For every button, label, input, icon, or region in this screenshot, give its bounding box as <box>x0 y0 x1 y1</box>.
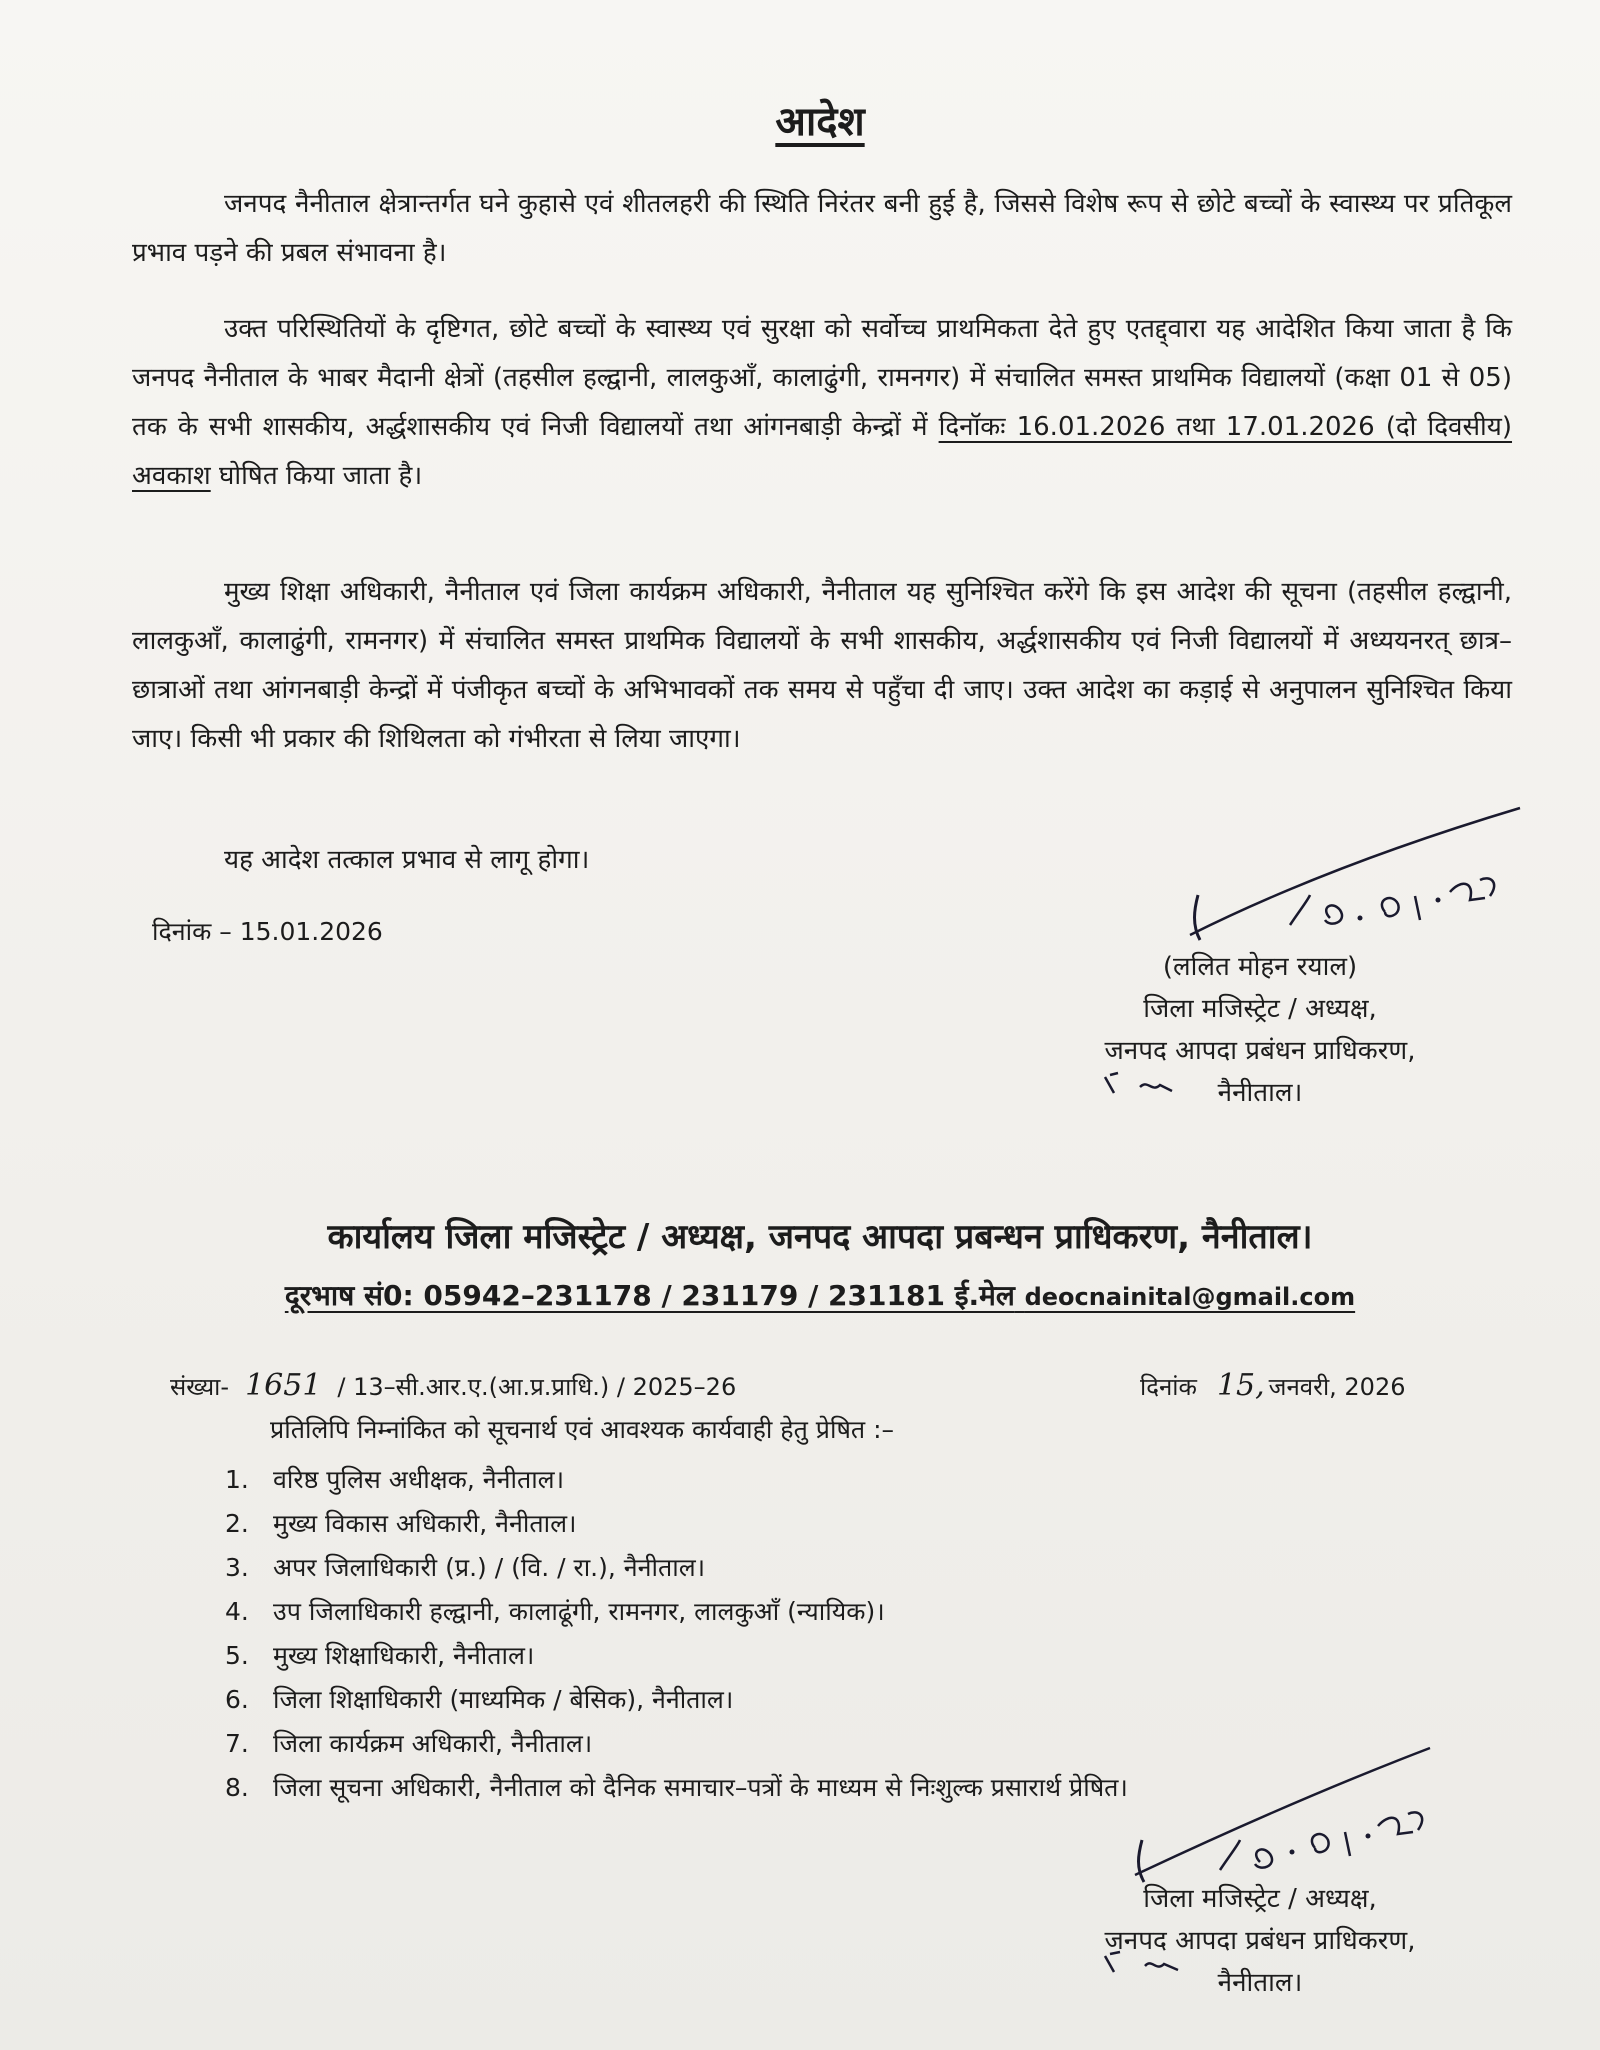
signatory-location: नैनीताल। <box>1217 1968 1303 1998</box>
reference-date-label: दिनांक <box>1140 1373 1197 1401</box>
signature-scribble-1 <box>1180 800 1530 960</box>
list-item: 7. जिला कार्यक्रम अधिकारी, नैनीताल। <box>225 1729 593 1758</box>
reference-prefix: संख्या- <box>170 1373 230 1401</box>
signatory-location: नैनीताल। <box>1217 1078 1303 1108</box>
reference-handwritten-number: 1651 <box>245 1368 322 1403</box>
office-contact <box>0 1276 1600 1314</box>
signatory-authority: जनपद आपदा प्रबंधन प्राधिकरण, <box>1104 1926 1416 1956</box>
list-item: 5. मुख्य शिक्षाधिकारी, नैनीताल। <box>225 1641 535 1670</box>
reference-date <box>1140 1368 1406 1403</box>
initials-scribble-2 <box>1100 1946 1190 1982</box>
list-item: 8. जिला सूचना अधिकारी, नैनीताल को दैनिक समाचार–पत्रों के माध्यम से निःशुल्क प्रसारार्थ प्रेषित। <box>225 1773 1128 1802</box>
holiday-dates: दिनॉकः 16.01.2026 तथा 17.01.2026 (दो दिवसीय) अवकाश <box>132 412 1513 491</box>
office-email: deocnainital@gmail.com <box>1024 1283 1356 1311</box>
list-item: 3. अपर जिलाधिकारी (प्र.) / (वि. / रा.), नैनीताल। <box>225 1553 706 1582</box>
reference-suffix: / 13–सी.आर.ए.(आ.प्र.प्राधि.) / 2025–26 <box>337 1373 737 1401</box>
signatory-authority: जनपद आपदा प्रबंधन प्राधिकरण, <box>1104 1036 1416 1066</box>
office-heading: कार्यालय जिला मजिस्ट्रेट / अध्यक्ष, जनपद आपदा प्रबन्धन प्राधिकरण, नैनीताल। <box>327 1217 1313 1257</box>
paragraph-1: जनपद नैनीताल क्षेत्रान्तर्गत घने कुहासे एवं शीतलहरी की स्थिति निरंतर बनी हुई है, जिससे विशेष रूप से छोटे बच्चों के स्वास्थ्य पर प्रतिकूल प्रभाव पड़ने की प्रबल संभावना है। <box>132 189 1512 268</box>
signatory-designation: जिला मजिस्ट्रेट / अध्यक्ष, <box>1143 994 1377 1024</box>
list-item: 6. जिला शिक्षाधिकारी (माध्यमिक / बेसिक), नैनीताल। <box>225 1685 734 1714</box>
list-item: 4. उप जिलाधिकारी हल्द्वानी, कालाढूंगी, रामनगर, लालकुऑं (न्यायिक)। <box>225 1597 885 1626</box>
copy-intro: प्रतिलिपि निम्नांकित को सूचनार्थ एवं आवश्यक कार्यवाही हेतु प्रेषित :– <box>270 1415 895 1444</box>
order-date: दिनांक – 15.01.2026 <box>152 917 383 946</box>
signature-block-2 <box>1060 1878 1460 2004</box>
office-phone: दूरभाष सं0: 05942–231178 / 231179 / 231181 ई.मेल <box>284 1279 1015 1312</box>
signatory-designation: जिला मजिस्ट्रेट / अध्यक्ष, <box>1143 1884 1377 1914</box>
paragraph-2-end: घोषित किया जाता है। <box>210 461 423 491</box>
reference-handwritten-day: 15, <box>1216 1368 1265 1403</box>
paragraph-4: यह आदेश तत्काल प्रभाव से लागू होगा। <box>224 845 590 875</box>
page-title: आदेश <box>775 99 865 145</box>
list-item: 1. वरिष्ठ पुलिस अधीक्षक, नैनीताल। <box>225 1465 565 1494</box>
signatory-name: (ललित मोहन रयाल) <box>1162 952 1358 982</box>
signature-scribble-2 <box>1120 1740 1440 1890</box>
reference-date-rest: जनवरी, 2026 <box>1268 1373 1406 1401</box>
reference-number <box>170 1368 736 1403</box>
paragraph-2-text: उक्त परिस्थितियों के दृष्टिगत, छोटे बच्चों के स्वास्थ्य एवं सुरक्षा को सर्वोच्च प्राथमिकता देते हुए एतद्द्वारा यह आदेशित किया जाता है कि जनपद नैनीताल के भाबर मैदानी क्षेत्रों (तहसील हल्द्वानी, लालकुऑं, कालाढुंगी, रामनगर) में संचालित समस्त प्राथमिक विद्यालयों (कक्षा 01 से 05) तक के सभी शासकीय, अर्द्धशासकीय एवं निजी विद्यालयों तथा आंगनबाड़ी केन्द्रों में <box>132 314 1512 442</box>
paragraph-3: मुख्य शिक्षा अधिकारी, नैनीताल एवं जिला कार्यक्रम अधिकारी, नैनीताल यह सुनिश्चित करेंगे कि इस आदेश की सूचना (तहसील हल्द्वानी, लालकुऑं, कालाढुंगी, रामनगर) में संचालित समस्त प्राथमिक विद्यालयों के सभी शासकीय, अर्द्धशासकीय एवं निजी विद्यालयों में अध्ययनरत् छात्र–छात्राओं तथा आंगनबाड़ी केन्द्रों में पंजीकृत बच्चों के अभिभावकों तक समय से पहुँचा दी जाए। उक्त आदेश का कड़ाई से अनुपालन सुनिश्चित किया जाए। किसी भी प्रकार की शिथिलता को गंभीरता से लिया जाएगा। <box>132 577 1512 754</box>
paragraph-2 <box>132 305 1512 501</box>
list-item: 2. मुख्य विकास अधिकारी, नैनीताल। <box>225 1509 577 1538</box>
initials-scribble-1 <box>1100 1065 1180 1105</box>
